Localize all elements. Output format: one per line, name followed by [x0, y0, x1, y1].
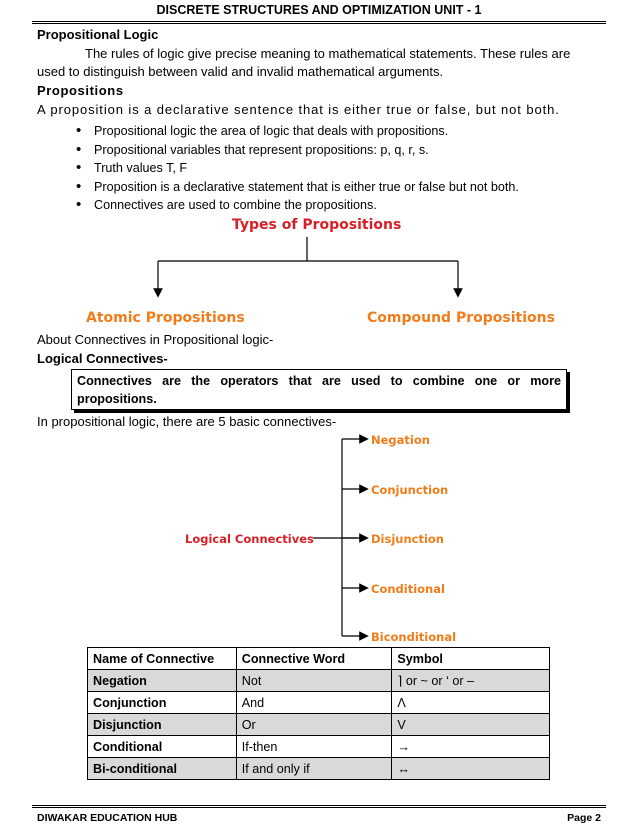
- connective-word: If-then: [236, 736, 392, 758]
- connective-symbol: ↔: [392, 758, 550, 780]
- column-header: Name of Connective: [88, 648, 237, 670]
- list-item: • Truth values T, F: [78, 159, 519, 178]
- table-row: [88, 714, 550, 736]
- connective-name: Conjunction: [88, 692, 237, 714]
- table-header-row: [88, 648, 550, 670]
- connective-name: Disjunction: [88, 714, 237, 736]
- connective-symbol: Λ: [392, 692, 550, 714]
- column-header: Connective Word: [236, 648, 392, 670]
- five-basic-connectives-text: In propositional logic, there are 5 basic connectives-: [37, 414, 337, 429]
- connective-negation-label: Negation: [371, 433, 430, 447]
- list-item: • Propositional variables that represent propositions: p, q, r, s.: [78, 141, 519, 160]
- connective-disjunction-label: Disjunction: [371, 532, 444, 546]
- definition-line-2: propositions.: [77, 392, 157, 406]
- connective-word: Not: [236, 670, 392, 692]
- connective-symbol: ⌉ or ~ or ‘ or –: [392, 670, 550, 692]
- footer-page-number: Page 2: [567, 812, 601, 824]
- list-item: • Proposition is a declarative statement that is either true or false but not both.: [78, 178, 519, 197]
- logical-connectives-label: Logical Connectives: [185, 532, 314, 546]
- diagram-title-types-of-propositions: Types of Propositions: [232, 217, 402, 233]
- about-connectives-text: About Connectives in Propositional logic-: [37, 332, 274, 347]
- definition-box: [71, 369, 567, 410]
- column-header: Symbol: [392, 648, 550, 670]
- atomic-propositions-label: Atomic Propositions: [86, 310, 245, 326]
- definition-line-1: Connectives are the operators that are used to combine one or more: [77, 374, 561, 388]
- paragraph-line-1: The rules of logic give precise meaning to mathematical statements. These rules are: [85, 46, 571, 61]
- connective-name: Bi-conditional: [88, 758, 237, 780]
- connective-conditional-label: Conditional: [371, 582, 445, 596]
- table-row: [88, 736, 550, 758]
- logical-connectives-heading: Logical Connectives-: [37, 351, 168, 366]
- paragraph-line-2: used to distinguish between valid and invalid mathematical arguments.: [37, 64, 444, 79]
- connective-name: Negation: [88, 670, 237, 692]
- page-header-title: DISCRETE STRUCTURES AND OPTIMIZATION UNIT - 1: [156, 3, 482, 17]
- connective-name: Conditional: [88, 736, 237, 758]
- connective-word: If and only if: [236, 758, 392, 780]
- list-item: • Propositional logic the area of logic that deals with propositions.: [78, 122, 519, 141]
- connective-word: Or: [236, 714, 392, 736]
- connective-symbol: →: [392, 736, 550, 758]
- proposition-definition: A proposition is a declarative sentence that is either true or false, but not both.: [37, 102, 560, 117]
- table-row: [88, 758, 550, 780]
- compound-propositions-label: Compound Propositions: [367, 310, 555, 326]
- footer-publisher: DIWAKAR EDUCATION HUB: [37, 812, 178, 824]
- connective-symbol: V: [392, 714, 550, 736]
- connective-biconditional-label: Biconditional: [371, 630, 457, 644]
- list-item: • Connectives are used to combine the propositions.: [78, 196, 519, 215]
- footer-rule: [32, 805, 606, 808]
- section-heading-propositional-logic: Propositional Logic: [37, 27, 159, 42]
- table-row: [88, 670, 550, 692]
- table-row: [88, 692, 550, 714]
- connective-word: And: [236, 692, 392, 714]
- section-heading-propositions: Propositions: [37, 83, 124, 98]
- connective-conjunction-label: Conjunction: [371, 483, 449, 497]
- connectives-table: [87, 647, 550, 780]
